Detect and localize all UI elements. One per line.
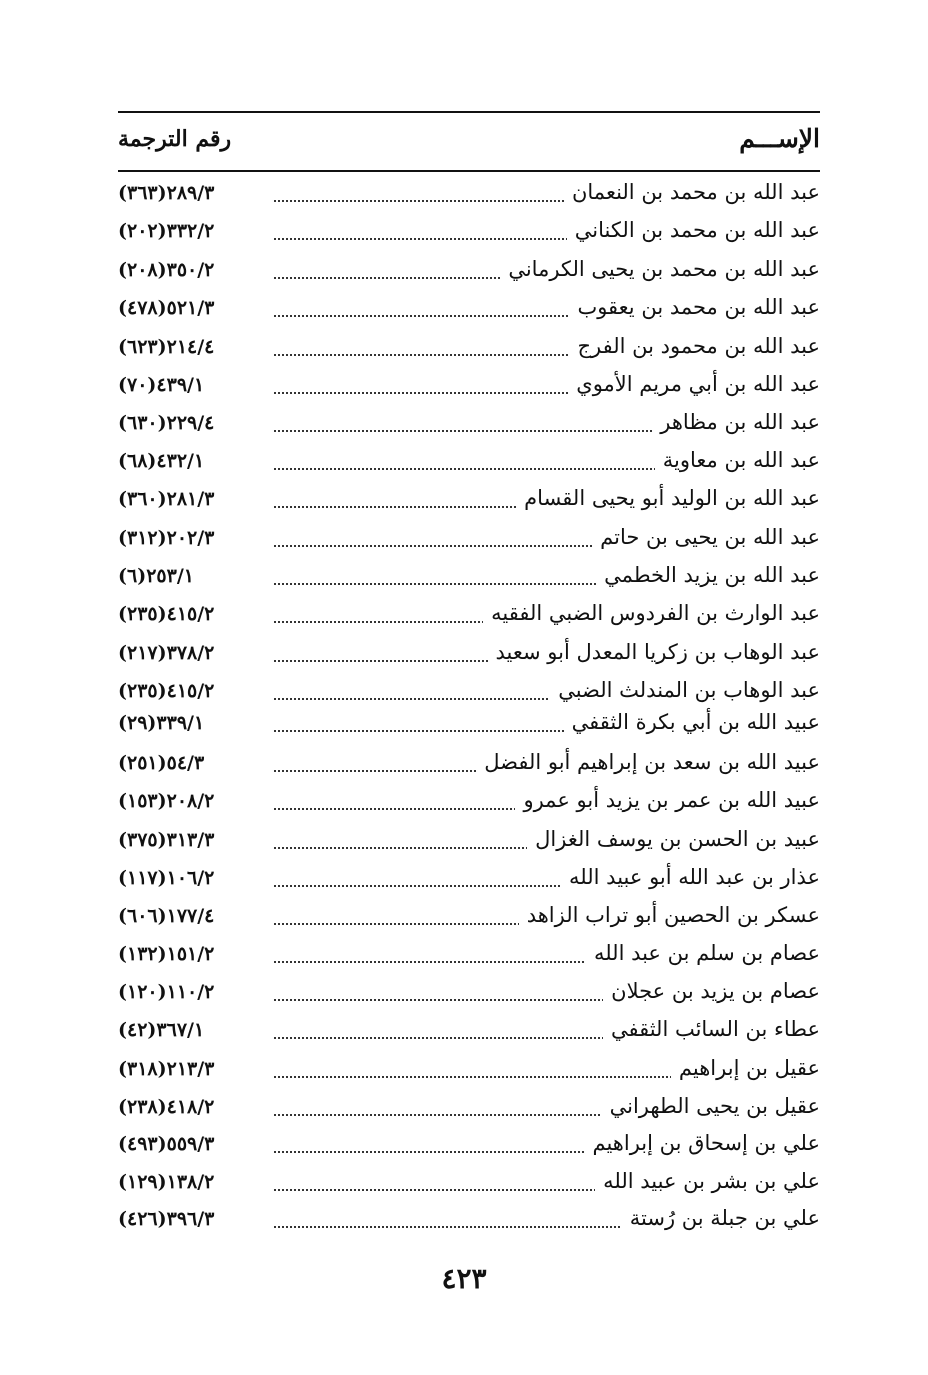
index-entry: [118, 332, 820, 368]
index-entry: [118, 599, 820, 635]
page-number: ٤٢٣: [441, 1262, 487, 1295]
entry-reference: (١١٧)١٠٦/٢: [118, 867, 215, 889]
entry-reference: (٣٧٥)٣١٣/٣: [118, 829, 215, 851]
index-entry: [118, 1167, 820, 1203]
index-entry: [118, 638, 820, 674]
entry-name: عبد الله بن يزيد الخطمي: [596, 563, 820, 587]
index-entry: [118, 178, 820, 214]
top-rule: [118, 111, 820, 113]
entry-name: عبد الله بن محمد بن يعقوب: [569, 295, 820, 319]
entry-name: عبد الله بن الوليد أبو يحيى القسام: [516, 486, 820, 510]
entry-reference: (٢٠٨)٣٥٠/٢: [118, 259, 215, 281]
entry-name: عطاء بن السائب الثقفي: [603, 1017, 820, 1041]
index-entry: [118, 255, 820, 291]
entry-reference: (٢٣٥)٤١٥/٢: [118, 680, 215, 702]
entry-reference: (٦٠٦)١٧٧/٤: [118, 905, 215, 927]
entry-name: عبيد الله بن سعد بن إبراهيم أبو الفضل: [476, 750, 820, 774]
entry-reference: (٢١٧)٣٧٨/٢: [118, 642, 215, 664]
name-column-header: الإســـم: [739, 124, 820, 153]
entry-name: علي بن بشر بن عبيد الله: [595, 1169, 820, 1193]
entry-name: عبد الله بن معاوية: [655, 448, 820, 472]
entry-reference: (١٥٣)٢٠٨/٢: [118, 790, 215, 812]
header-rule: [118, 170, 820, 172]
entry-reference: (٢٣٥)٤١٥/٢: [118, 603, 215, 625]
entry-reference: (٢٥١)٥٤/٣: [118, 752, 205, 774]
index-entry: [118, 561, 820, 597]
entry-name: عبد الله بن محمد بن الكناني: [567, 218, 820, 242]
index-entry: [118, 408, 820, 444]
index-entry: [118, 523, 820, 559]
entry-reference: (٦)٢٥٣/١: [118, 565, 194, 587]
entry-reference: (١٣٢)١٥١/٢: [118, 943, 215, 965]
entry-name: عبد الله بن أبي مريم الأموي: [568, 372, 820, 396]
entry-reference: (٢٩)٣٣٩/١: [118, 712, 205, 734]
index-entry: [118, 977, 820, 1013]
entry-reference: (٤٩٣)٥٥٩/٣: [118, 1133, 215, 1155]
entry-name: عصام بن يزيد بن عجلان: [603, 979, 820, 1003]
index-entry: [118, 293, 820, 329]
index-entry: [118, 1092, 820, 1128]
entry-name: عسكر بن الحصين أبو تراب الزاهد: [519, 903, 820, 927]
entry-reference: (٣٦٣)٢٨٩/٣: [118, 182, 215, 204]
entry-reference: (٦٢٣)٢١٤/٤: [118, 336, 215, 358]
number-column-header: رقم الترجمة: [118, 126, 232, 152]
entry-reference: (٣١٨)٢١٣/٣: [118, 1058, 215, 1080]
entry-name: عبيد الله بن عمر بن يزيد أبو عمرو: [515, 788, 820, 812]
index-entry: [118, 901, 820, 937]
entry-name: عقيل بن يحيى الطهراني: [602, 1094, 820, 1118]
index-entry: [118, 1054, 820, 1090]
index-entry: [118, 748, 820, 784]
entry-name: علي بن إسحاق بن إبراهيم: [584, 1131, 820, 1155]
entry-reference: (٦٨)٤٣٢/١: [118, 450, 205, 472]
index-entry: [118, 216, 820, 252]
entry-name: عذار بن عبد الله أبو عبيد الله: [561, 865, 820, 889]
entry-reference: (١٢٠)١١٠/٢: [118, 981, 215, 1003]
index-entry: [118, 446, 820, 482]
entry-reference: (٤٢٦)٣٩٦/٣: [118, 1208, 215, 1230]
index-entry: [118, 1129, 820, 1165]
index-entry: [118, 1204, 820, 1240]
entry-name: عبد الله بن محمود بن الفرج: [569, 334, 820, 358]
entry-reference: (٢٠٢)٣٣٢/٢: [118, 220, 215, 242]
index-entry: [118, 939, 820, 975]
entry-reference: (٣٦٠)٢٨١/٣: [118, 488, 215, 510]
entry-name: علي بن جبلة بن رُستة: [622, 1206, 820, 1230]
entry-reference: (٧٠)٤٣٩/١: [118, 374, 205, 396]
entry-reference: (١٢٩)١٣٨/٢: [118, 1171, 215, 1193]
entry-reference: (٣١٢)٢٠٢/٣: [118, 527, 215, 549]
entry-name: عبيد الله بن أبي بكرة الثقفي: [564, 710, 820, 734]
entry-name: عبد الله بن يحيى بن حاتم: [592, 525, 820, 549]
entry-reference: (٤٧٨)٥٢١/٣: [118, 297, 215, 319]
entry-name: عقيل بن إبراهيم: [671, 1056, 820, 1080]
table-header: [118, 118, 820, 166]
index-entry: [118, 708, 820, 744]
index-entry: [118, 370, 820, 406]
index-entry: [118, 786, 820, 822]
entry-name: عبد الوهاب بن زكريا المعدل أبو سعيد: [488, 640, 820, 664]
entry-reference: (٦٣٠)٢٢٩/٤: [118, 412, 215, 434]
entry-reference: (٢٣٨)٤١٨/٢: [118, 1096, 215, 1118]
entry-reference: (٤٢)٣٦٧/١: [118, 1019, 205, 1041]
entry-name: عبد الوهاب بن المندلث الضبي: [550, 678, 820, 702]
entry-name: عبد الله بن محمد بن يحيى الكرماني: [500, 257, 820, 281]
entry-name: عبد الوارث بن الفردوس الضبي الفقيه: [483, 601, 820, 625]
entry-name: عبيد بن الحسن بن يوسف الغزال: [527, 827, 820, 851]
entry-name: عصام بن سلم بن عبد الله: [586, 941, 820, 965]
index-entry: [118, 484, 820, 520]
index-entry: [118, 676, 820, 712]
index-entry: [118, 1015, 820, 1051]
index-entry: [118, 825, 820, 861]
index-entry: [118, 863, 820, 899]
entry-name: عبد الله بن مظاهر: [652, 410, 820, 434]
entry-name: عبد الله بن محمد بن النعمان: [564, 180, 820, 204]
